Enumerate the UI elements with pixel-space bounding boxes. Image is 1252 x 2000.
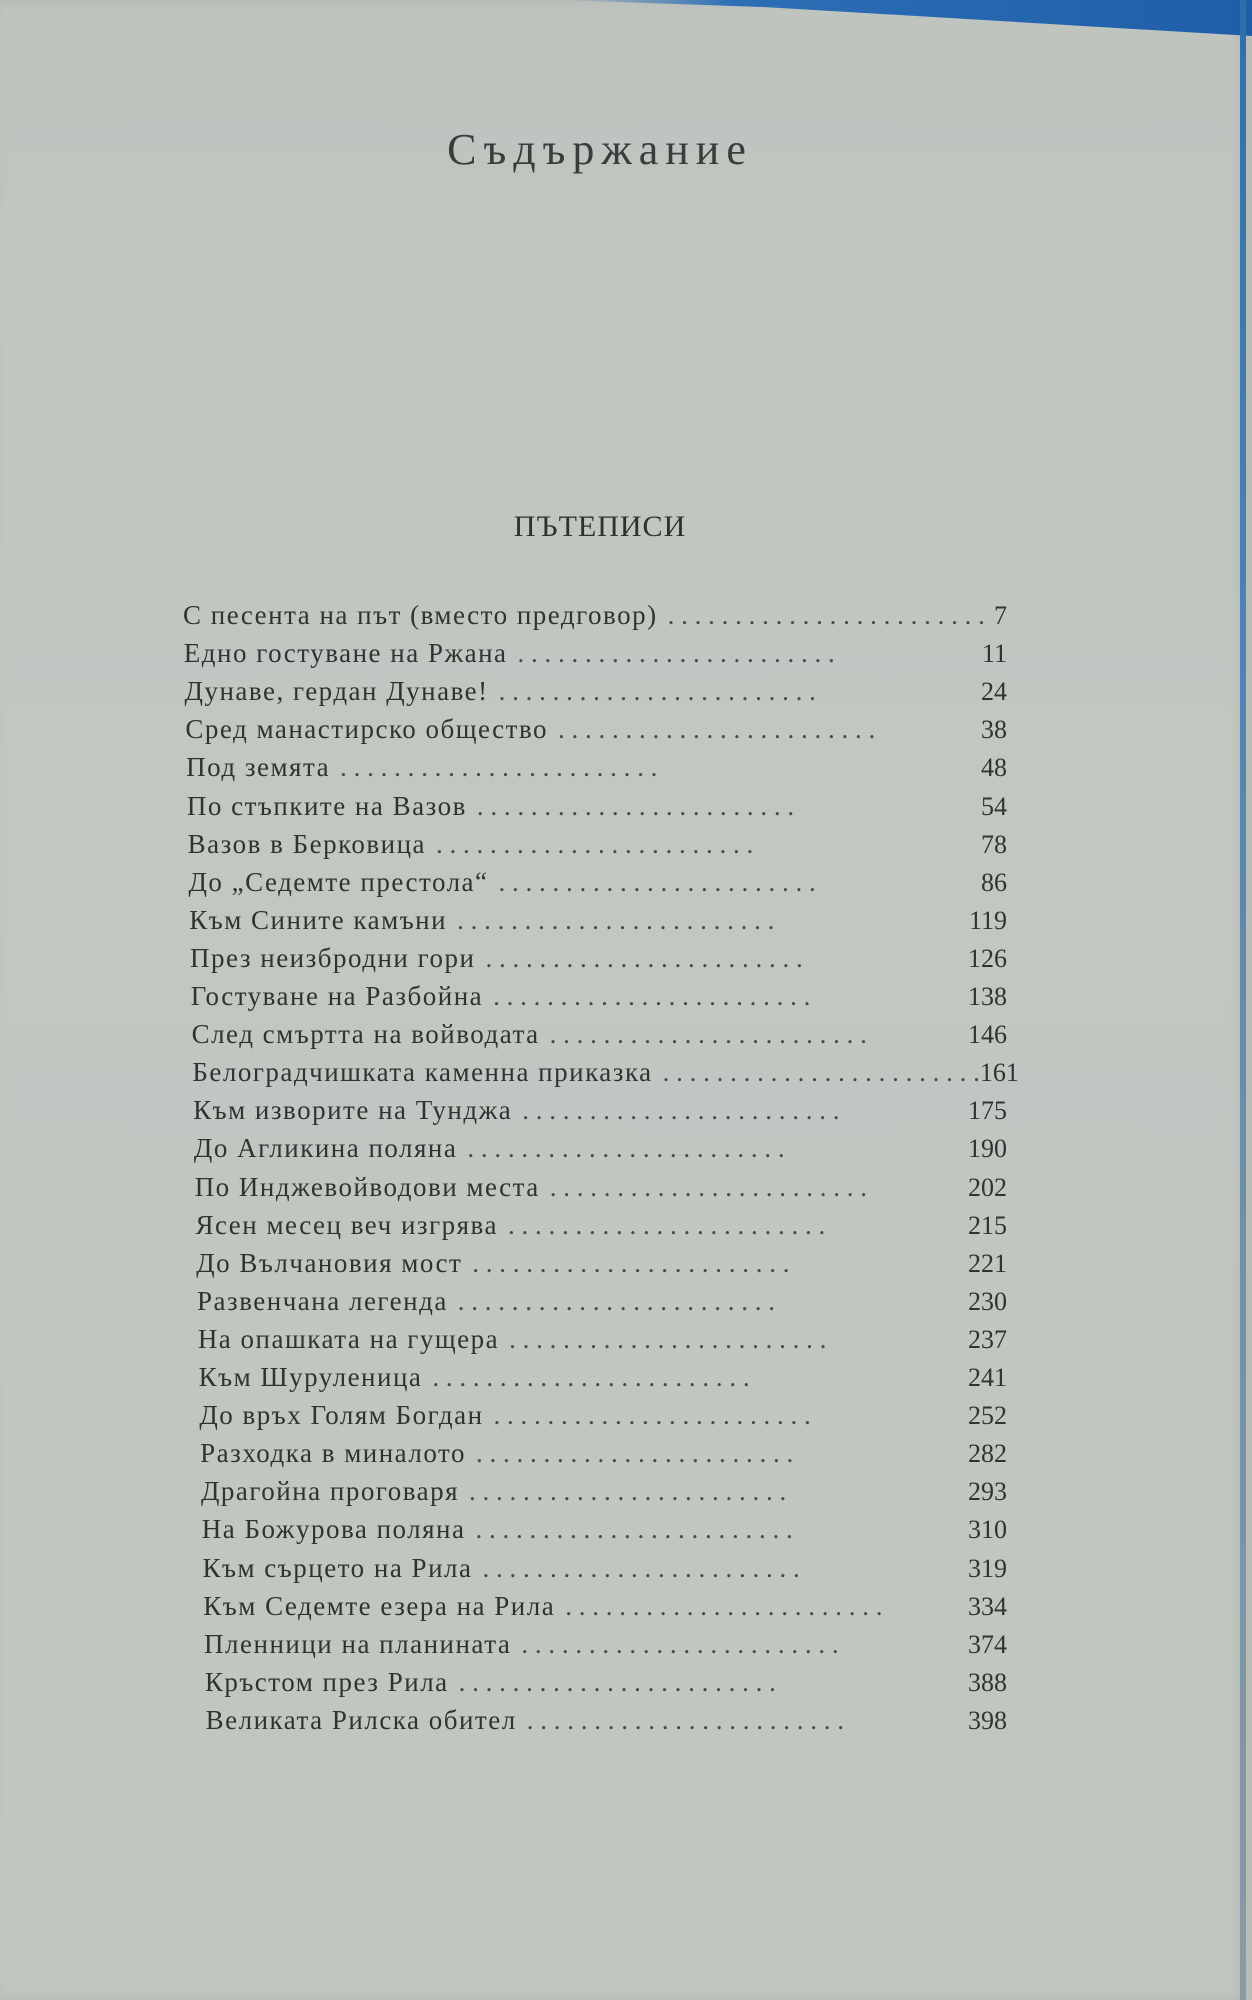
toc-leader-dots: . . . . . . . . . . . . . . . . . . . . . . . . bbox=[472, 1247, 790, 1278]
toc-entry-page: 24 bbox=[980, 677, 1007, 707]
toc-entry bbox=[195, 1210, 1007, 1246]
toc-entry bbox=[184, 638, 1007, 674]
toc-entry-page: 175 bbox=[967, 1096, 1007, 1126]
toc-entry-title: Едно гостуване на Ржана bbox=[183, 638, 508, 669]
toc-entry-page: 78 bbox=[980, 829, 1007, 859]
toc-entry-page: 86 bbox=[980, 867, 1007, 897]
toc-entry-page: 54 bbox=[980, 791, 1007, 821]
toc-entry-title: По стъпките на Вазов bbox=[186, 790, 467, 821]
toc-entry-title: През неизбродни гори bbox=[190, 942, 476, 973]
toc-entry-page: 388 bbox=[967, 1667, 1007, 1697]
toc-leader-dots: . . . . . . . . . . . . . . . . . . . . . . . . bbox=[493, 981, 811, 1011]
toc-entry-title: Към изворите на Тунджа bbox=[193, 1095, 513, 1126]
toc-entry bbox=[188, 867, 1007, 903]
toc-entry-title: Под земята bbox=[186, 752, 331, 783]
toc-entry-page: 241 bbox=[967, 1363, 1007, 1392]
toc-leader-dots: . . . . . . . . . . . . . . . . . . . . . . . . bbox=[565, 1590, 883, 1621]
toc-entry-page: 161 bbox=[979, 1058, 1019, 1088]
toc-entry-title: Ясен месец веч изгрява bbox=[195, 1209, 498, 1240]
toc-entry-page: 374 bbox=[967, 1629, 1007, 1659]
toc-entry-title: До Агликина поляна bbox=[193, 1133, 458, 1164]
toc-entry bbox=[205, 1667, 1007, 1703]
toc-entry-title: Дунаве, гердан Дунаве! bbox=[184, 676, 489, 707]
toc-entry-title: По Инджевойводови места bbox=[194, 1171, 540, 1202]
toc-entry-page: 334 bbox=[967, 1591, 1007, 1621]
toc-entry-title: Великата Рилска обител bbox=[205, 1704, 517, 1735]
toc-entry-title: Към сърцето на Рила bbox=[202, 1552, 473, 1583]
toc-leader-dots: . . . . . . . . . . . . . . . . . . . . . . . . bbox=[475, 1438, 794, 1469]
toc-entry-title: С песента на път (вместо предговор) bbox=[183, 600, 658, 630]
toc-leader-dots: . . . . . . . . . . . . . . . . . . . . . . . . bbox=[467, 1133, 785, 1164]
toc-entry-title: Към Сините камъни bbox=[189, 904, 448, 935]
toc-entry-page: 215 bbox=[967, 1210, 1007, 1240]
toc-entry-title: Вазов в Берковица bbox=[187, 828, 427, 859]
toc-entry-page: 282 bbox=[967, 1439, 1007, 1469]
page-title: Съдържание bbox=[447, 125, 753, 174]
toc-entry bbox=[199, 1400, 1007, 1436]
toc-entry-page: 138 bbox=[967, 982, 1007, 1011]
toc-entry bbox=[195, 1172, 1007, 1208]
toc-entry bbox=[191, 981, 1007, 1017]
toc-entry bbox=[189, 905, 1007, 941]
toc-entry bbox=[188, 829, 1007, 865]
toc-entry-title: До Вълчановия мост bbox=[196, 1247, 463, 1278]
toc-entry-page: 310 bbox=[967, 1515, 1007, 1545]
toc-entry-title: Развенчана легенда bbox=[197, 1285, 448, 1316]
section-heading: ПЪТЕПИСИ bbox=[513, 510, 687, 543]
toc-entry bbox=[192, 1019, 1007, 1055]
toc-entry bbox=[185, 714, 1007, 750]
toc-entry bbox=[193, 1095, 1007, 1131]
toc-entry bbox=[201, 1476, 1007, 1512]
toc-entry-page: 221 bbox=[967, 1248, 1007, 1278]
toc-entry-page: 48 bbox=[980, 753, 1007, 783]
toc-entry-title: На опашката на гущера bbox=[197, 1323, 500, 1354]
toc-entry-page: 237 bbox=[967, 1324, 1007, 1354]
toc-leader-dots: . . . . . . . . . . . . . . . . . . . . . . . . bbox=[507, 1209, 826, 1240]
toc-entry bbox=[196, 1248, 1007, 1284]
toc-leader-dots: . . . . . . . . . . . . . . . . . . . . . . . . bbox=[509, 1323, 827, 1354]
toc-entry-page: 126 bbox=[967, 943, 1007, 973]
toc-entry bbox=[203, 1553, 1008, 1589]
toc-leader-dots: . . . . . . . . . . . . . . . . . . . . . . . . bbox=[498, 676, 816, 707]
toc-leader-dots: . . . . . . . . . . . . . . . . . . . . . . . . bbox=[476, 790, 795, 821]
toc-leader-dots: . . . . . . . . . . . . . . . . . . . . . . . . bbox=[475, 1514, 793, 1545]
toc-leader-dots: . . . . . . . . . . . . . . . . . . . . . . . . bbox=[521, 1628, 839, 1659]
toc-leader-dots: . . . . . . . . . . . . . . . . . . . . . . . . bbox=[558, 714, 876, 745]
toc-entry-title: До връх Голям Богдан bbox=[199, 1400, 484, 1431]
toc-entry-page: 230 bbox=[967, 1286, 1007, 1316]
toc-entry bbox=[197, 1286, 1007, 1322]
toc-leader-dots: . . . . . . . . . . . . . . . . . . . . . . . . bbox=[458, 1666, 776, 1697]
toc-leader-dots: . . . . . . . . . . . . . . . . . . . . . . . . bbox=[549, 1019, 867, 1050]
toc-entry-title: Сред манастирско общество bbox=[185, 714, 549, 745]
toc-entry-title: Кръстом през Рила bbox=[204, 1666, 449, 1697]
toc-entry-page: 146 bbox=[967, 1020, 1007, 1050]
toc-entry-title: Драгойна проговаря bbox=[200, 1476, 460, 1507]
toc-entry-title: Към Седемте езера на Рила bbox=[203, 1590, 556, 1621]
toc-entry-page: 293 bbox=[967, 1477, 1007, 1507]
toc-entry-title: Разходка в миналото bbox=[200, 1438, 466, 1469]
toc-leader-dots: . . . . . . . . . . . . . . . . . . . . . . . . bbox=[549, 1171, 867, 1202]
toc-entry-page: 7 bbox=[994, 601, 1007, 630]
toc-leader-dots: . . . . . . . . . . . . . . . . . . . . . . . . bbox=[493, 1400, 811, 1431]
toc-leader-dots: . . . . . . . . . . . . . . . . . . . . . . . . bbox=[522, 1095, 840, 1126]
toc-entry bbox=[192, 1057, 1019, 1093]
toc-entry bbox=[200, 1438, 1007, 1474]
toc-entry bbox=[186, 752, 1007, 788]
toc-leader-dots: . . . . . . . . . . . . . . . . . . . . . . . . bbox=[517, 638, 835, 669]
toc-leader-dots: . . . . . . . . . . . . . . . . . . . . . . . . bbox=[436, 828, 754, 859]
toc-entry-page: 38 bbox=[980, 715, 1007, 745]
toc-leader-dots: . . . . . . . . . . . . . . . . . . . . . . . . bbox=[469, 1476, 787, 1507]
toc-leader-dots: . . . . . . . . . . . . . . . . . . . . . . . . bbox=[432, 1362, 750, 1392]
toc-entry-page: 11 bbox=[981, 639, 1007, 669]
toc-entry bbox=[185, 676, 1007, 712]
toc-leader-dots: . . . . . . . . . . . . . . . . . . . . . . . . bbox=[340, 752, 658, 783]
toc-entry-page: 190 bbox=[967, 1134, 1007, 1164]
toc-entry bbox=[190, 943, 1007, 979]
toc-leader-dots: . . . . . . . . . . . . . . . . . . . . . . . . bbox=[498, 866, 816, 897]
toc-leader-dots: . . . . . . . . . . . . . . . . . . . . . . . . bbox=[667, 600, 985, 630]
toc-leader-dots: . . . . . . . . . . . . . . . . . . . . . . . . bbox=[526, 1704, 844, 1735]
toc-entry bbox=[202, 1514, 1007, 1550]
toc-entry-page: 252 bbox=[967, 1401, 1007, 1431]
toc-leader-dots: . . . . . . . . . . . . . . . . . . . . . . . . bbox=[457, 1285, 776, 1316]
toc-entry-title: Пленници на планината bbox=[204, 1628, 512, 1659]
toc-entry-title: След смъртта на войводата bbox=[191, 1019, 540, 1050]
toc-entry-page: 319 bbox=[968, 1553, 1007, 1583]
toc-entry-title: На Божурова поляна bbox=[201, 1514, 466, 1545]
toc-entry bbox=[206, 1705, 1007, 1741]
toc-entry bbox=[194, 1133, 1007, 1169]
toc-entry bbox=[199, 1362, 1007, 1398]
toc-entry-title: Към Шуруленица bbox=[198, 1362, 423, 1392]
toc-leader-dots: . . . . . . . . . . . . . . . . . . . . . . . . bbox=[485, 942, 803, 973]
toc-entry bbox=[204, 1629, 1007, 1665]
toc-entry-page: 202 bbox=[967, 1172, 1007, 1202]
toc-entry bbox=[187, 791, 1007, 827]
toc-leader-dots: . . . . . . . . . . . . . . . . . . . . . . . . bbox=[482, 1552, 800, 1583]
toc-entry-page: 398 bbox=[967, 1705, 1007, 1735]
toc-entry bbox=[183, 600, 1007, 636]
toc-leader-dots: . . . . . . . . . . . . . . . . . . . . . . . . bbox=[662, 1057, 980, 1088]
toc-entry-title: Белоградчишката каменна приказка bbox=[192, 1057, 653, 1088]
toc-entry-page: 119 bbox=[968, 905, 1007, 935]
toc-entry bbox=[198, 1324, 1007, 1360]
toc-entry-title: Гостуване на Разбойна bbox=[190, 981, 484, 1011]
toc-entry-title: До „Седемте престола“ bbox=[188, 866, 489, 897]
toc-entry bbox=[203, 1591, 1007, 1627]
toc-leader-dots: . . . . . . . . . . . . . . . . . . . . . . . . bbox=[457, 904, 775, 935]
